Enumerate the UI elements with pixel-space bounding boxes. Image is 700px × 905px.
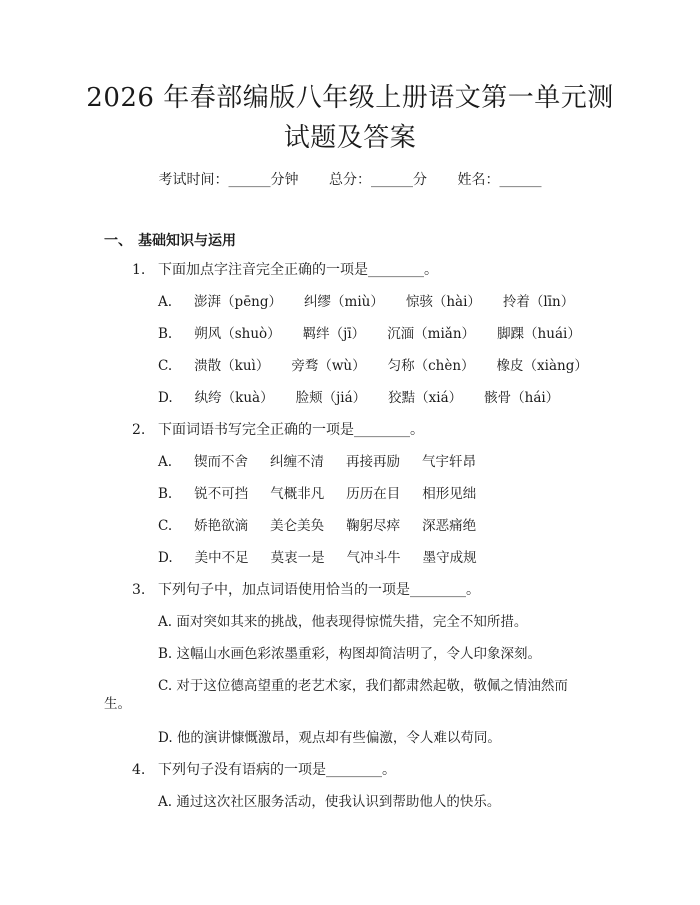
option-word: 历历在目 <box>346 486 401 502</box>
section-heading <box>104 230 236 250</box>
q2-option-d <box>158 548 477 568</box>
section-number: 一、 <box>104 233 132 249</box>
option-word: 锲而不舍 <box>194 454 249 470</box>
option-word: 深恶痛绝 <box>422 518 477 534</box>
question-number: 4. <box>132 762 146 778</box>
question-stem: 下面加点字注音完全正确的一项是________。 <box>158 262 438 278</box>
title-line-1: 2026 年春部编版八年级上册语文第一单元测 <box>86 83 614 113</box>
question-number: 2. <box>132 422 146 438</box>
question-1 <box>132 260 438 280</box>
option-word: 莫衷一是 <box>270 550 325 566</box>
option-word: 狡黠（xiá） <box>388 390 463 406</box>
option-word: 相形见绌 <box>422 486 477 502</box>
question-number: 3. <box>132 582 146 598</box>
q2-option-a <box>158 452 476 472</box>
exam-score: 总分：______分 <box>329 172 427 188</box>
option-word: 旁骛（wù） <box>291 358 366 374</box>
title-line-2: 试题及答案 <box>283 123 417 153</box>
option-word: 纠缪（miù） <box>304 294 384 310</box>
option-word: 橡皮（xiàng） <box>496 358 588 374</box>
option-letter: A. <box>158 294 173 310</box>
option-word: 气宇轩昂 <box>422 454 477 470</box>
question-stem: 下面词语书写完全正确的一项是________。 <box>158 422 424 438</box>
option-word: 脸颊（jiá） <box>295 390 367 406</box>
page-title <box>60 78 640 158</box>
option-word: 羁绊（jī） <box>302 326 366 342</box>
option-word: 沉湎（miǎn） <box>387 326 476 342</box>
q2-option-c <box>158 516 476 536</box>
option-word: 朔风（shuò） <box>194 326 281 342</box>
option-word: 气概非凡 <box>270 486 325 502</box>
q3-option-c-line1: C. 对于这位德高望重的老艺术家，我们都肃然起敬，敬佩之情油然而 <box>158 678 568 694</box>
q3-option-a: A. 面对突如其来的挑战，他表现得惊慌失措，完全不知所措。 <box>158 614 528 630</box>
q4-option-a: A. 通过这次社区服务活动，使我认识到帮助他人的快乐。 <box>158 794 501 810</box>
question-3 <box>132 580 480 600</box>
option-letter: A. <box>158 454 173 470</box>
q1-option-b <box>158 324 581 344</box>
question-number: 1. <box>132 262 146 278</box>
option-letter: D. <box>158 550 173 566</box>
option-word: 溃散（kuì） <box>194 358 270 374</box>
option-letter: B. <box>158 326 173 342</box>
option-word: 美仑美奂 <box>270 518 325 534</box>
q3-option-c-line2: 生。 <box>104 696 131 712</box>
option-letter: B. <box>158 486 173 502</box>
q1-option-a <box>158 292 574 312</box>
q3-option-b: B. 这幅山水画色彩浓墨重彩，构图却简洁明了，令人印象深刻。 <box>158 646 542 662</box>
question-4 <box>132 760 396 780</box>
option-word: 纨绔（kuà） <box>194 390 274 406</box>
option-word: 鞠躬尽瘁 <box>346 518 401 534</box>
option-word: 墨守成规 <box>422 550 477 566</box>
q3-option-d: D. 他的演讲慷慨激昂，观点却有些偏激，令人难以苟同。 <box>158 730 501 746</box>
q1-option-c <box>158 356 588 376</box>
option-letter: C. <box>158 518 173 534</box>
option-word: 美中不足 <box>194 550 249 566</box>
option-word: 骸骨（hái） <box>484 390 560 406</box>
student-name: 姓名：______ <box>457 172 542 188</box>
option-word: 再接再励 <box>346 454 401 470</box>
question-stem: 下列句子中，加点词语使用恰当的一项是________。 <box>158 582 480 598</box>
option-word: 脚踝（huái） <box>497 326 581 342</box>
option-word: 拎着（līn） <box>502 294 575 310</box>
question-stem: 下列句子没有语病的一项是________。 <box>158 762 396 778</box>
option-word: 气冲斗牛 <box>346 550 401 566</box>
option-word: 惊骇（hài） <box>405 294 481 310</box>
option-word: 纠缠不清 <box>270 454 325 470</box>
option-letter: D. <box>158 390 173 406</box>
q1-option-d <box>158 388 559 408</box>
section-label: 基础知识与运用 <box>138 233 236 249</box>
q2-option-b <box>158 484 476 504</box>
question-2 <box>132 420 424 440</box>
option-word: 匀称（chèn） <box>387 358 475 374</box>
option-word: 澎湃（pēng） <box>194 294 283 310</box>
exam-time: 考试时间：______分钟 <box>158 172 299 188</box>
exam-info <box>0 170 700 190</box>
option-word: 锐不可挡 <box>194 486 249 502</box>
option-word: 娇艳欲滴 <box>194 518 249 534</box>
option-letter: C. <box>158 358 173 374</box>
